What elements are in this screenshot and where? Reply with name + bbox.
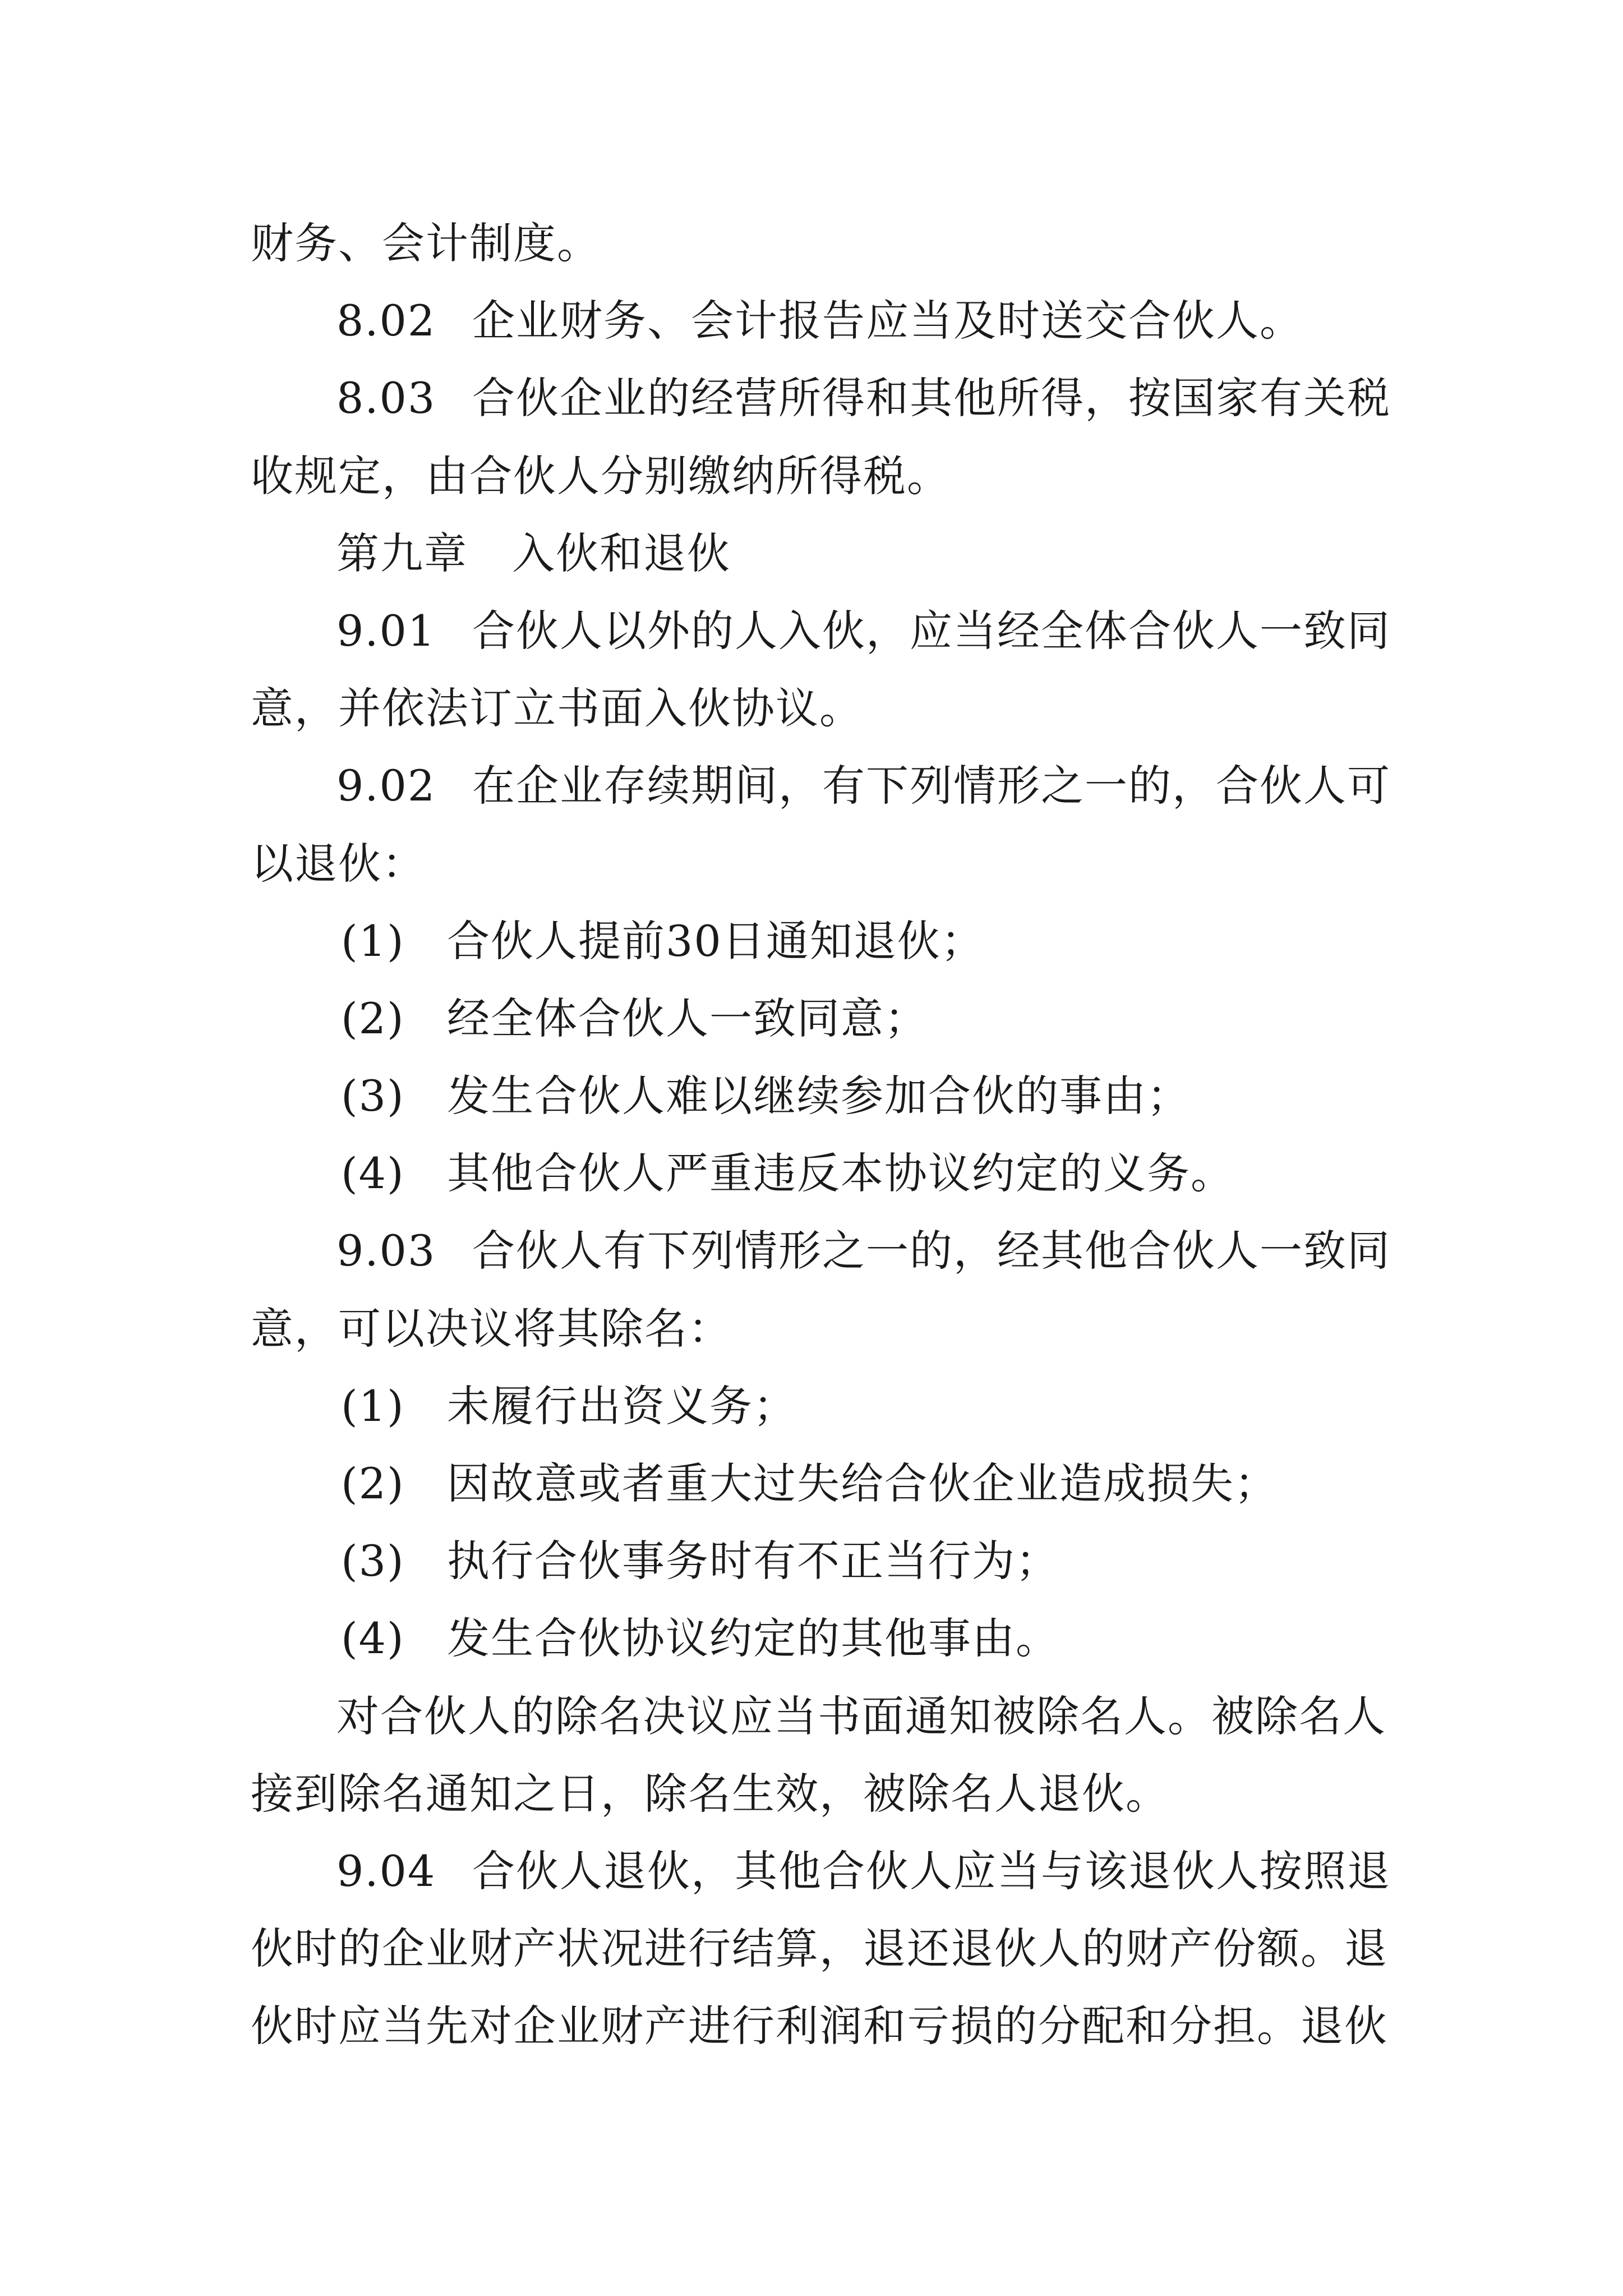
list-item-text: 发生合伙协议约定的其他事由。	[447, 1613, 1059, 1664]
list-item-number: (4)	[341, 1148, 405, 1199]
paragraph-first-line	[251, 1678, 1395, 1755]
clause-number: 9.01	[336, 605, 436, 656]
list-item-text: 经全体合伙人一致同意；	[447, 993, 928, 1043]
list-item	[251, 903, 1395, 980]
list-item	[251, 1522, 1395, 1600]
paragraph-continuation-line	[251, 1755, 1395, 1833]
list-item-text: 未履行出资义务；	[447, 1381, 797, 1431]
line-text: 伙时应当先对企业财产进行利润和亏损的分配和分担。退伙	[251, 2001, 1388, 2051]
paragraph-continuation-line	[251, 670, 1395, 747]
list-item-number: (4)	[341, 1613, 405, 1664]
clause-8-02	[251, 282, 1395, 360]
clause-9-03	[251, 1212, 1395, 1290]
line-text: 财务、会计制度。	[251, 218, 601, 268]
clause-8-03	[251, 360, 1395, 437]
clause-9-02	[251, 747, 1395, 825]
line-text: 意，并依法订立书面入伙协议。	[251, 683, 863, 734]
clause-text: 合伙人有下列情形之一的，经其他合伙人一致同	[472, 1226, 1391, 1276]
list-item	[251, 1600, 1395, 1677]
clause-text: 在企业存续期间，有下列情形之一的，合伙人可	[472, 761, 1391, 811]
line-text: 接到除名通知之日，除名生效，被除名人退伙。	[251, 1768, 1169, 1819]
list-item-number: (1)	[341, 915, 405, 966]
line-text: 意，可以决议将其除名：	[251, 1303, 732, 1354]
document-body	[251, 205, 1395, 2065]
chapter-number: 第九章	[336, 528, 468, 578]
list-item	[251, 1057, 1395, 1135]
line-text: 对合伙人的除名决议应当书面通知被除名人。被除名人	[336, 1691, 1386, 1741]
list-item-number: (1)	[341, 1381, 405, 1431]
line-text: 收规定，由合伙人分别缴纳所得税。	[251, 450, 951, 501]
list-item-number: (3)	[341, 1536, 405, 1586]
clause-9-01	[251, 592, 1395, 670]
list-item-number: (2)	[341, 993, 405, 1043]
list-item-number: (2)	[341, 1458, 405, 1508]
line-text: 以退伙：	[251, 838, 426, 889]
clause-text: 企业财务、会计报告应当及时送交合伙人。	[472, 296, 1303, 346]
chapter-title: 入伙和退伙	[512, 528, 731, 578]
clause-text: 合伙企业的经营所得和其他所得，按国家有关税	[472, 373, 1391, 424]
paragraph-continuation-line	[251, 1290, 1395, 1368]
paragraph-continuation-line	[251, 205, 1395, 282]
paragraph-continuation-line	[251, 1987, 1395, 2065]
clause-number: 9.02	[336, 761, 436, 811]
list-item	[251, 980, 1395, 1057]
list-item	[251, 1445, 1395, 1522]
clause-text: 合伙人以外的人入伙，应当经全体合伙人一致同	[472, 605, 1391, 656]
clause-number: 9.04	[336, 1846, 436, 1896]
clause-number: 8.03	[336, 373, 436, 424]
list-item-text: 发生合伙人难以继续参加合伙的事由；	[447, 1071, 1191, 1121]
clause-text: 合伙人退伙，其他合伙人应当与该退伙人按照退	[472, 1846, 1391, 1896]
chapter-heading	[251, 515, 1395, 592]
list-item-text: 其他合伙人严重违反本协议约定的义务。	[447, 1148, 1234, 1199]
list-item-text: 执行合伙事务时有不正当行为；	[447, 1536, 1059, 1586]
paragraph-continuation-line	[251, 825, 1395, 903]
clause-number: 9.03	[336, 1226, 436, 1276]
list-item	[251, 1135, 1395, 1212]
list-item	[251, 1368, 1395, 1445]
list-item-text: 因故意或者重大过失给合伙企业造成损失；	[447, 1458, 1278, 1508]
list-item-text: 合伙人提前30日通知退伙；	[447, 915, 985, 966]
paragraph-continuation-line	[251, 438, 1395, 515]
clause-number: 8.02	[336, 296, 436, 346]
clause-9-04	[251, 1833, 1395, 1910]
paragraph-continuation-line	[251, 1910, 1395, 1987]
list-item-number: (3)	[341, 1071, 405, 1121]
line-text: 伙时的企业财产状况进行结算，退还退伙人的财产份额。退	[251, 1924, 1388, 1974]
